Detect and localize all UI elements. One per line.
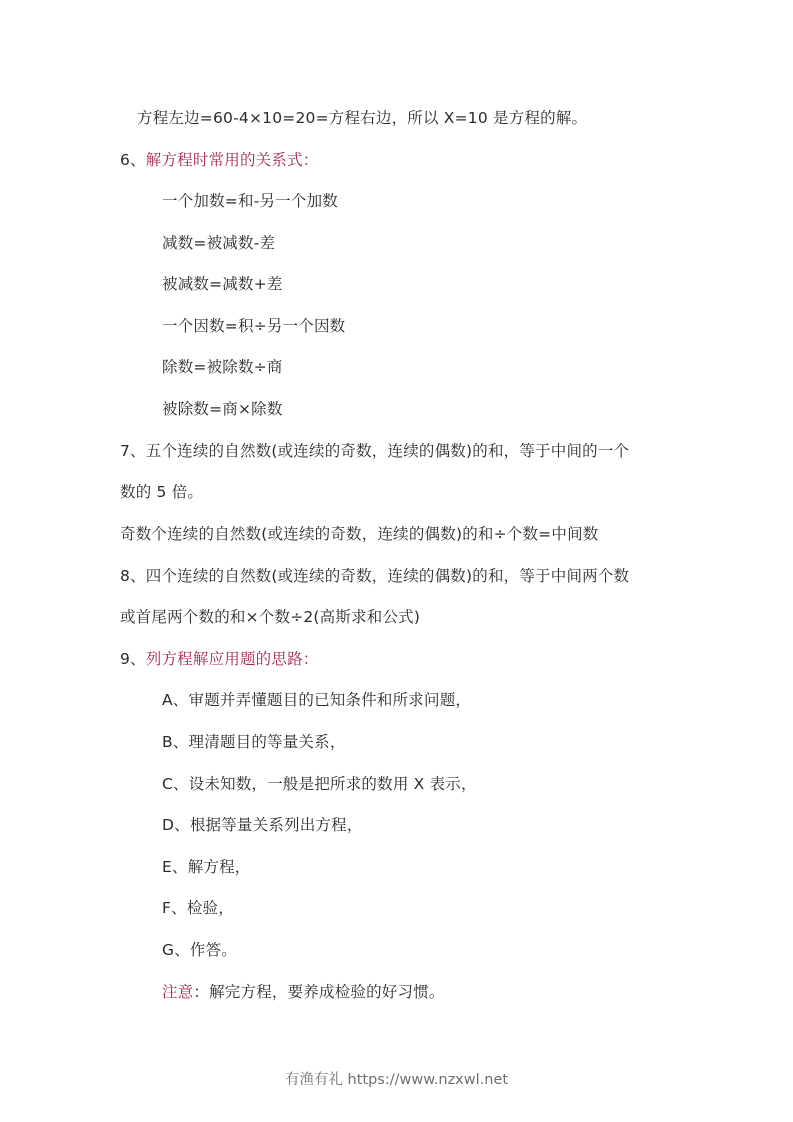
section-9-title: 列方程解应用题的思路： xyxy=(145,650,319,668)
formula-item: 除数=被除数÷商 xyxy=(162,358,283,376)
section-9-number: 9、 xyxy=(120,650,146,668)
section-7-line-2: 数的 5 倍。 xyxy=(120,483,204,501)
section-6-heading xyxy=(120,150,318,170)
note-text: ：解完方程，要养成检验的好习惯。 xyxy=(193,983,445,1001)
section-8-line-1: 8、四个连续的自然数(或连续的奇数，连续的偶数)的和，等于中间两个数 xyxy=(120,567,630,585)
formula-item: 被除数=商×除数 xyxy=(162,400,283,418)
note-label: 注意 xyxy=(162,983,194,1001)
step-item: E、解方程， xyxy=(162,858,251,876)
intro-line: 方程左边=60-4×10=20=方程右边，所以 X=10 是方程的解。 xyxy=(137,109,588,127)
section-6-number: 6、 xyxy=(120,151,146,169)
step-item: A、审题并弄懂题目的已知条件和所求问题， xyxy=(162,691,472,709)
step-item: F、检验， xyxy=(162,899,234,917)
step-item: D、根据等量关系列出方程， xyxy=(162,816,363,834)
footer-watermark: 有渔有礼 https://www.nzxwl.net xyxy=(284,1072,509,1088)
section-9-heading xyxy=(120,649,318,669)
step-item: C、设未知数，一般是把所求的数用 X 表示， xyxy=(162,775,477,793)
section-6-title: 解方程时常用的关系式： xyxy=(145,151,319,169)
formula-item: 一个加数=和-另一个加数 xyxy=(162,192,338,210)
formula-item: 被减数=减数+差 xyxy=(162,275,283,293)
step-item: G、作答。 xyxy=(162,941,238,959)
section-7-line-3: 奇数个连续的自然数(或连续的奇数，连续的偶数)的和÷个数=中间数 xyxy=(120,525,599,543)
step-item: B、理清题目的等量关系， xyxy=(162,733,346,751)
formula-item: 一个因数=积÷另一个因数 xyxy=(162,317,346,335)
section-7-line-1: 7、五个连续的自然数(或连续的奇数，连续的偶数)的和，等于中间的一个 xyxy=(120,442,630,460)
formula-item: 减数=被减数-差 xyxy=(162,234,276,252)
section-8-line-2: 或首尾两个数的和×个数÷2(高斯求和公式) xyxy=(120,608,421,626)
note-line xyxy=(162,982,445,1002)
